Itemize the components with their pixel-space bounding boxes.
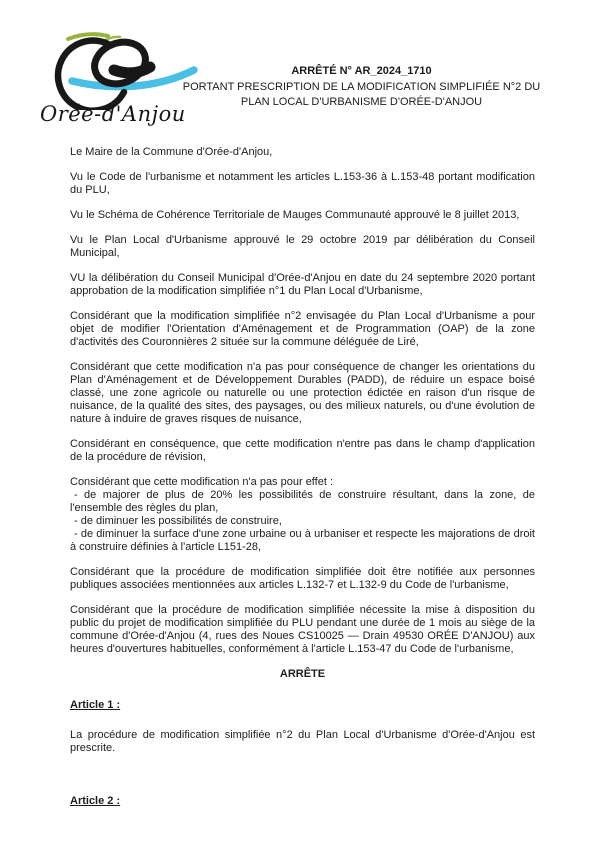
recital-paragraph: Considérant que cette modification n'a pas pour conséquence de changer les orientations du Plan d'Aménagement et de Développement Durables (PADD), de réduire un espace boisé classé, une zone agricole ou naturelle ou une protection édictée en raison d'un risque de nuisance, de la qualité des sites, des paysages, ou des milieux naturels, ou d'une évolution de nature à induire de graves risques de nuisance, — [70, 361, 535, 425]
recital-paragraph: Considérant que la procédure de modification simplifiée nécessite la mise à disposition du public du projet de modification simplifiée du PLU pendant une durée de 1 mois au siège de la commune d'Orée-d'Anjou (4, rues des Noues CS10025 — Drain 49530 ORÉE D'ANJOU) aux heures d'ouvertures habituelles, conformément à l'article L.153-47 du Code de l'urbanisme, — [70, 604, 535, 655]
article-1-text: La procédure de modification simplifiée n°2 du Plan Local d'Urbanisme d'Orée-d'Anjou est prescrite. — [70, 729, 535, 754]
effet-list-item: - de majorer de plus de 20% les possibilités de construire résultant, dans la zone, de l'ensemble des règles du plan, — [70, 489, 535, 514]
effet-list-item: - de diminuer la surface d'une zone urbaine ou à urbaniser et respecte les majorations de droit à construire définies à l'article L151-28, — [70, 528, 535, 553]
recital-paragraph: Vu le Schéma de Cohérence Territoriale de Mauges Communauté approuvé le 8 juillet 2013, — [70, 209, 520, 221]
recital-paragraph: Vu le Plan Local d'Urbanisme approuvé le 29 octobre 2019 par délibération du Conseil Municipal, — [70, 234, 535, 259]
document-header — [0, 0, 601, 146]
effet-intro-paragraph: Considérant que cette modification n'a pas pour effet : — [70, 476, 334, 488]
arrete-heading: ARRÊTE — [279, 668, 326, 680]
recital-paragraph: Considérant en conséquence, que cette modification n'entre pas dans le champ d'application de la procédure de révision, — [70, 438, 535, 463]
title-subject-line-2: PLAN LOCAL D'URBANISME D'ORÉE-D'ANJOU — [240, 96, 483, 108]
recital-paragraph: VU la délibération du Conseil Municipal d'Orée-d'Anjou en date du 24 septembre 2020 portant approbation de la modification simplifiée n°1 du Plan Local d'Urbanisme, — [70, 272, 535, 297]
logo-wordmark: Orée-d'Anjou — [40, 102, 186, 126]
article-1-heading — [70, 699, 535, 712]
document-title — [130, 64, 593, 111]
article-1-heading-label: Article 1 : — [70, 699, 121, 711]
document-body — [70, 146, 535, 808]
opening-paragraph: Le Maire de la Commune d'Orée-d'Anjou, — [70, 146, 273, 158]
title-arrete-number: ARRÊTÉ N° AR_2024_1710 — [291, 65, 432, 77]
effet-list-item: - de diminuer les possibilités de construire, — [74, 515, 282, 527]
recital-paragraph: Considérant que la modification simplifiée n°2 envisagée du Plan Local d'Urbanisme a pour objet de modifier l'Orientation d'Aménagement et de Programmation (OAP) de la zone d'activités des Couronnières 2 située sur la commune déléguée de Liré, — [70, 310, 535, 348]
title-subject-line-1: PORTANT PRESCRIPTION DE LA MODIFICATION SIMPLIFIÉE N°2 DU — [182, 80, 541, 93]
recital-paragraph: Vu le Code de l'urbanisme et notamment les articles L.153-36 à L.153-48 portant modification du PLU, — [70, 171, 535, 196]
article-2-heading-label: Article 2 : — [70, 795, 121, 807]
article-2-heading — [70, 795, 535, 808]
recital-paragraph: Considérant que la procédure de modification simplifiée doit être notifiée aux personnes publiques associées mentionnées aux articles L.132-7 et L.132-9 du Code de l'urbanisme, — [70, 566, 535, 591]
